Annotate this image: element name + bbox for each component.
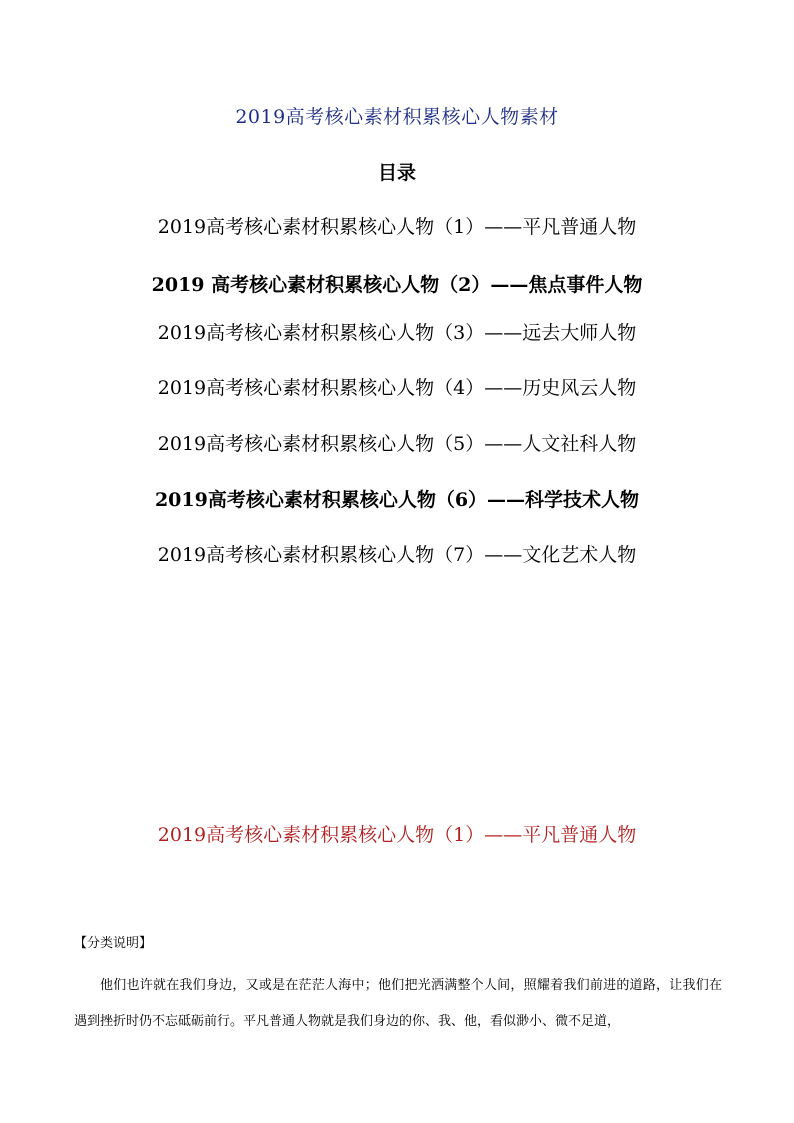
section-title: 2019高考核心素材积累核心人物（1）——平凡普通人物: [157, 824, 637, 846]
document-title: 2019高考核心素材积累核心人物素材: [235, 106, 559, 128]
toc-heading: 目录: [377, 162, 416, 184]
body-paragraph: 他们也许就在我们身边，又或是在茫茫人海中；他们把光洒满整个人间，照耀着我们前进的道路，让我们在遇到挫折时仍不忘砥砺前行。平凡普通人物就是我们身边的你、我、他，看似渺小、微不足道，: [74, 978, 722, 1029]
toc-item-4[interactable]: 2019高考核心素材积累核心人物（4）——历史风云人物: [157, 377, 637, 399]
toc-item-7[interactable]: 2019高考核心素材积累核心人物（7）——文化艺术人物: [157, 544, 637, 566]
category-label: 【分类说明】: [74, 936, 153, 951]
toc-item-3[interactable]: 2019高考核心素材积累核心人物（3）——远去大师人物: [157, 322, 637, 344]
toc-item-1[interactable]: 2019高考核心素材积累核心人物（1）——平凡普通人物: [157, 216, 637, 238]
toc-item-5[interactable]: 2019高考核心素材积累核心人物（5）——人文社科人物: [157, 433, 637, 455]
toc-item-6[interactable]: 2019高考核心素材积累核心人物（6）——科学技术人物: [154, 489, 640, 511]
toc-item-2[interactable]: 2019 高考核心素材积累核心人物（2）——焦点事件人物: [151, 274, 643, 296]
